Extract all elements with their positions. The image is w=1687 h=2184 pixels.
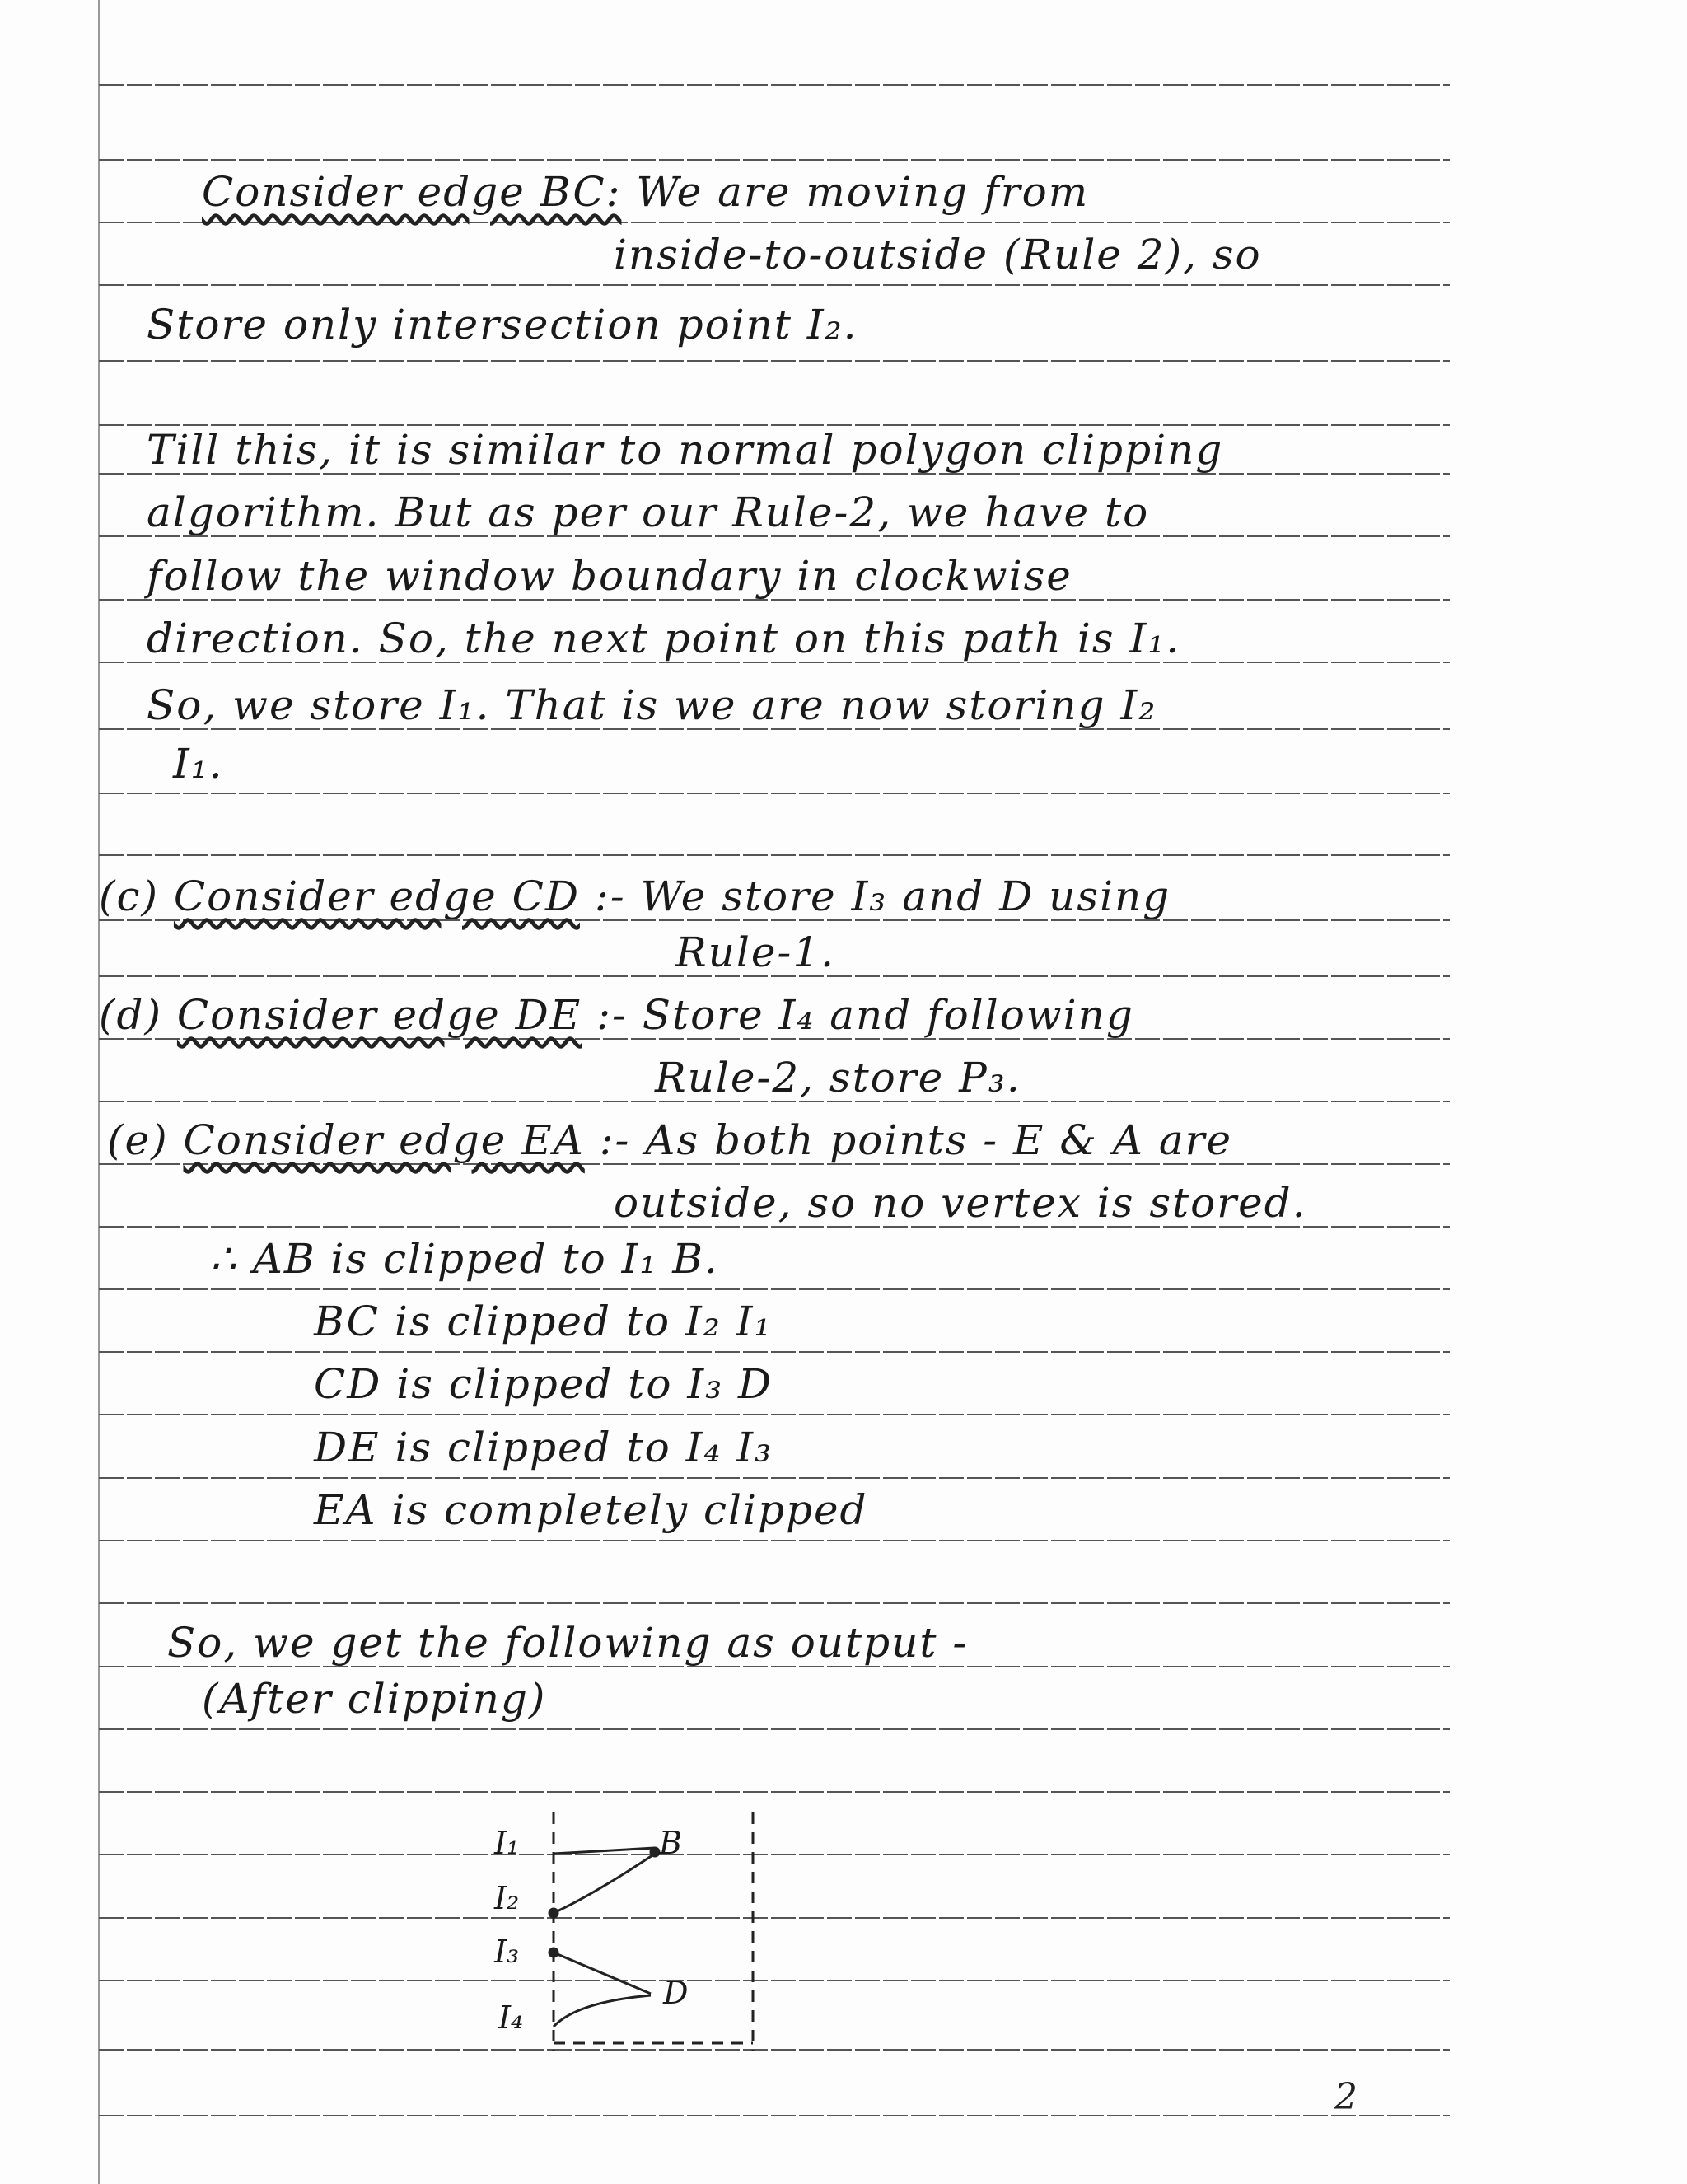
line-text: follow the window boundary in clockwise bbox=[147, 552, 1072, 600]
handwritten-line bbox=[147, 681, 1157, 729]
handwritten-line bbox=[167, 1619, 969, 1667]
handwritten-line bbox=[99, 872, 1171, 920]
handwritten-line bbox=[107, 1116, 1233, 1164]
line-text: outside, so no vertex is stored. bbox=[614, 1179, 1307, 1227]
line-text: BC is clipped to I₂ I₁ bbox=[314, 1298, 773, 1345]
point-b bbox=[651, 1848, 659, 1856]
section-heading: Consider edge DE bbox=[176, 991, 582, 1039]
section-heading: Consider edge EA bbox=[183, 1116, 585, 1164]
label-i4: I₄ bbox=[498, 1999, 524, 2036]
handwritten-line bbox=[202, 168, 1090, 216]
item-marker: (e) bbox=[107, 1116, 184, 1164]
handwritten-line bbox=[147, 552, 1072, 600]
handwritten-line bbox=[314, 1486, 868, 1534]
line-text: We are moving from bbox=[621, 168, 1090, 216]
label-i1: I₁ bbox=[494, 1825, 520, 1861]
line-text: I₁. bbox=[173, 740, 224, 788]
line-text: algorithm. But as per our Rule-2, we have to bbox=[147, 489, 1150, 536]
line-text: ∴ AB is clipped to I₁ B. bbox=[210, 1235, 719, 1283]
line-text: :- Store I₄ and following bbox=[582, 991, 1134, 1039]
edge-i4-d bbox=[554, 1995, 651, 2027]
label-i3: I₃ bbox=[494, 1934, 520, 1970]
section-heading: Consider edge BC: bbox=[202, 168, 622, 216]
item-marker: (c) bbox=[99, 872, 174, 920]
line-text: :- We store I₃ and D using bbox=[579, 872, 1171, 920]
handwritten-line bbox=[314, 1424, 773, 1471]
line-text: Rule-2, store P₃. bbox=[655, 1054, 1021, 1101]
section-heading: Consider edge CD bbox=[173, 872, 580, 920]
line-text: So, we get the following as output - bbox=[167, 1619, 969, 1667]
handwritten-line bbox=[210, 1235, 719, 1283]
handwritten-line bbox=[655, 1054, 1021, 1101]
item-marker: (d) bbox=[99, 991, 177, 1039]
handwritten-line bbox=[614, 231, 1262, 278]
handwritten-line bbox=[99, 991, 1134, 1039]
handwritten-line bbox=[675, 928, 836, 976]
page-number: 2 bbox=[1334, 2076, 1358, 2118]
label-i2: I₂ bbox=[494, 1880, 520, 1916]
handwritten-line bbox=[314, 1298, 773, 1345]
line-text: CD is clipped to I₃ D bbox=[314, 1360, 773, 1408]
clipped-polygon-diagram bbox=[549, 1812, 753, 2051]
handwritten-line bbox=[147, 301, 858, 348]
edge-i1-b bbox=[554, 1848, 655, 1854]
line-text: (After clipping) bbox=[202, 1675, 547, 1723]
label-b: B bbox=[659, 1825, 682, 1861]
handwritten-line bbox=[173, 740, 224, 788]
line-text: direction. So, the next point on this path is I₁. bbox=[147, 615, 1181, 662]
handwritten-line bbox=[147, 615, 1181, 662]
edge-i2-b bbox=[554, 1854, 655, 1913]
line-text: Store only intersection point I₂. bbox=[147, 301, 858, 348]
label-d: D bbox=[663, 1975, 689, 2011]
line-text: :- As both points - E & A are bbox=[584, 1116, 1233, 1164]
line-text: inside-to-outside (Rule 2), so bbox=[614, 231, 1262, 278]
handwritten-line bbox=[202, 1675, 547, 1723]
handwritten-line bbox=[147, 426, 1224, 474]
point-i3 bbox=[549, 1948, 558, 1957]
handwritten-line bbox=[147, 489, 1150, 536]
handwritten-line bbox=[314, 1360, 773, 1408]
line-text: EA is completely clipped bbox=[314, 1486, 868, 1534]
line-text: So, we store I₁. That is we are now storing I₂ bbox=[147, 681, 1157, 729]
line-text: Rule-1. bbox=[675, 928, 836, 976]
line-text: Till this, it is similar to normal polygon clipping bbox=[147, 426, 1224, 474]
line-text: DE is clipped to I₄ I₃ bbox=[314, 1424, 773, 1471]
edge-i3-d bbox=[554, 1953, 651, 1994]
point-i2 bbox=[549, 1909, 558, 1917]
handwritten-line bbox=[614, 1179, 1307, 1227]
